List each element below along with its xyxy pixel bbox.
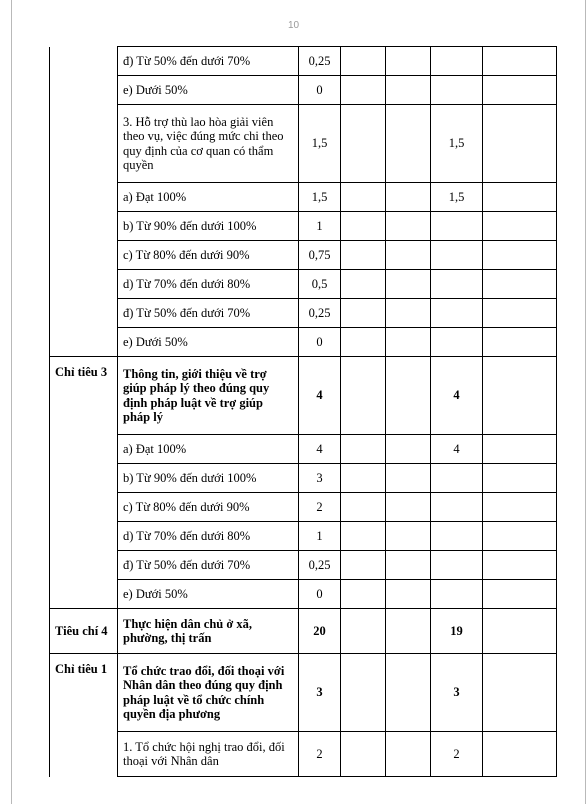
verified-score-cell	[386, 357, 431, 435]
table-row	[50, 241, 557, 270]
approved-score-cell: 19	[431, 609, 483, 654]
self-score-cell	[341, 105, 386, 183]
table-row	[50, 328, 557, 357]
table-row	[50, 357, 557, 435]
verified-score-cell	[386, 464, 431, 493]
note-cell	[483, 47, 557, 76]
note-cell	[483, 493, 557, 522]
note-cell	[483, 76, 557, 105]
approved-score-cell: 4	[431, 435, 483, 464]
self-score-cell	[341, 609, 386, 654]
self-score-cell	[341, 47, 386, 76]
category-cell	[50, 299, 118, 328]
table-row	[50, 493, 557, 522]
verified-score-cell	[386, 328, 431, 357]
max-score-cell: 4	[299, 435, 341, 464]
page-number: 10	[287, 20, 300, 31]
category-cell: Chỉ tiêu 1	[50, 654, 118, 732]
table-row	[50, 270, 557, 299]
category-cell: Tiêu chí 4	[50, 609, 118, 654]
verified-score-cell	[386, 580, 431, 609]
note-cell	[483, 212, 557, 241]
max-score-cell: 3	[299, 464, 341, 493]
category-cell	[50, 270, 118, 299]
table-row	[50, 212, 557, 241]
content-cell: c) Từ 80% đến dưới 90%	[118, 493, 299, 522]
self-score-cell	[341, 435, 386, 464]
table-row	[50, 654, 557, 732]
category-cell	[50, 105, 118, 183]
approved-score-cell: 4	[431, 357, 483, 435]
content-cell: 1. Tổ chức hội nghị trao đổi, đối thoại với Nhân dân	[118, 732, 299, 777]
self-score-cell	[341, 212, 386, 241]
max-score-cell: 20	[299, 609, 341, 654]
content-cell: đ) Từ 50% đến dưới 70%	[118, 299, 299, 328]
table-row	[50, 299, 557, 328]
category-cell	[50, 580, 118, 609]
category-cell	[50, 551, 118, 580]
content-cell: b) Từ 90% đến dưới 100%	[118, 464, 299, 493]
note-cell	[483, 328, 557, 357]
self-score-cell	[341, 270, 386, 299]
content-cell: c) Từ 80% đến dưới 90%	[118, 241, 299, 270]
max-score-cell: 1	[299, 522, 341, 551]
category-cell	[50, 76, 118, 105]
max-score-cell: 1,5	[299, 183, 341, 212]
self-score-cell	[341, 241, 386, 270]
criteria-table	[49, 46, 557, 777]
table-row	[50, 609, 557, 654]
content-cell: e) Dưới 50%	[118, 580, 299, 609]
verified-score-cell	[386, 551, 431, 580]
self-score-cell	[341, 464, 386, 493]
self-score-cell	[341, 551, 386, 580]
max-score-cell: 0	[299, 76, 341, 105]
verified-score-cell	[386, 493, 431, 522]
approved-score-cell	[431, 580, 483, 609]
max-score-cell: 0,75	[299, 241, 341, 270]
verified-score-cell	[386, 435, 431, 464]
verified-score-cell	[386, 522, 431, 551]
verified-score-cell	[386, 105, 431, 183]
approved-score-cell	[431, 212, 483, 241]
note-cell	[483, 580, 557, 609]
table-row	[50, 47, 557, 76]
category-cell	[50, 241, 118, 270]
approved-score-cell	[431, 522, 483, 551]
approved-score-cell: 1,5	[431, 183, 483, 212]
content-cell: Thông tin, giới thiệu về trợ giúp pháp lý theo đúng quy định pháp luật về trợ giúp pháp lý	[118, 357, 299, 435]
self-score-cell	[341, 654, 386, 732]
max-score-cell: 0	[299, 328, 341, 357]
approved-score-cell	[431, 551, 483, 580]
self-score-cell	[341, 357, 386, 435]
max-score-cell: 0,25	[299, 551, 341, 580]
category-cell	[50, 464, 118, 493]
max-score-cell: 0,25	[299, 299, 341, 328]
category-cell	[50, 493, 118, 522]
approved-score-cell: 2	[431, 732, 483, 777]
table-row	[50, 464, 557, 493]
category-cell	[50, 522, 118, 551]
self-score-cell	[341, 299, 386, 328]
content-cell: a) Đạt 100%	[118, 435, 299, 464]
table-row	[50, 76, 557, 105]
content-cell: e) Dưới 50%	[118, 328, 299, 357]
verified-score-cell	[386, 241, 431, 270]
note-cell	[483, 464, 557, 493]
self-score-cell	[341, 522, 386, 551]
category-cell	[50, 47, 118, 76]
note-cell	[483, 551, 557, 580]
table-row	[50, 183, 557, 212]
verified-score-cell	[386, 299, 431, 328]
category-cell: Chỉ tiêu 3	[50, 357, 118, 435]
verified-score-cell	[386, 732, 431, 777]
content-cell: d) Từ 70% đến dưới 80%	[118, 270, 299, 299]
approved-score-cell	[431, 493, 483, 522]
self-score-cell	[341, 76, 386, 105]
category-cell	[50, 435, 118, 464]
content-cell: e) Dưới 50%	[118, 76, 299, 105]
max-score-cell: 2	[299, 732, 341, 777]
category-cell	[50, 328, 118, 357]
approved-score-cell	[431, 328, 483, 357]
max-score-cell: 1	[299, 212, 341, 241]
verified-score-cell	[386, 654, 431, 732]
approved-score-cell	[431, 270, 483, 299]
approved-score-cell	[431, 241, 483, 270]
content-cell: a) Đạt 100%	[118, 183, 299, 212]
content-cell: đ) Từ 50% đến dưới 70%	[118, 47, 299, 76]
approved-score-cell: 3	[431, 654, 483, 732]
note-cell	[483, 357, 557, 435]
approved-score-cell	[431, 299, 483, 328]
content-cell: đ) Từ 50% đến dưới 70%	[118, 551, 299, 580]
max-score-cell: 0,5	[299, 270, 341, 299]
note-cell	[483, 105, 557, 183]
verified-score-cell	[386, 270, 431, 299]
self-score-cell	[341, 328, 386, 357]
table-row	[50, 551, 557, 580]
table-row	[50, 105, 557, 183]
verified-score-cell	[386, 183, 431, 212]
content-cell: 3. Hỗ trợ thù lao hòa giải viên theo vụ, việc đúng mức chi theo quy định của cơ quan có thẩm quyền	[118, 105, 299, 183]
category-cell	[50, 732, 118, 777]
max-score-cell: 4	[299, 357, 341, 435]
approved-score-cell	[431, 47, 483, 76]
table-row	[50, 732, 557, 777]
note-cell	[483, 732, 557, 777]
category-cell	[50, 183, 118, 212]
content-cell: Tổ chức trao đổi, đối thoại với Nhân dân theo đúng quy định pháp luật về tổ chức chính quyền địa phương	[118, 654, 299, 732]
category-cell	[50, 212, 118, 241]
table-row	[50, 522, 557, 551]
note-cell	[483, 270, 557, 299]
note-cell	[483, 435, 557, 464]
verified-score-cell	[386, 76, 431, 105]
max-score-cell: 0	[299, 580, 341, 609]
note-cell	[483, 522, 557, 551]
self-score-cell	[341, 493, 386, 522]
note-cell	[483, 654, 557, 732]
note-cell	[483, 299, 557, 328]
max-score-cell: 3	[299, 654, 341, 732]
approved-score-cell: 1,5	[431, 105, 483, 183]
max-score-cell: 1,5	[299, 105, 341, 183]
content-cell: b) Từ 90% đến dưới 100%	[118, 212, 299, 241]
approved-score-cell	[431, 76, 483, 105]
max-score-cell: 0,25	[299, 47, 341, 76]
note-cell	[483, 609, 557, 654]
self-score-cell	[341, 183, 386, 212]
content-cell: d) Từ 70% đến dưới 80%	[118, 522, 299, 551]
verified-score-cell	[386, 47, 431, 76]
approved-score-cell	[431, 464, 483, 493]
max-score-cell: 2	[299, 493, 341, 522]
note-cell	[483, 183, 557, 212]
note-cell	[483, 241, 557, 270]
verified-score-cell	[386, 212, 431, 241]
verified-score-cell	[386, 609, 431, 654]
table-row	[50, 580, 557, 609]
self-score-cell	[341, 732, 386, 777]
table-row	[50, 435, 557, 464]
self-score-cell	[341, 580, 386, 609]
content-cell: Thực hiện dân chủ ở xã, phường, thị trấn	[118, 609, 299, 654]
